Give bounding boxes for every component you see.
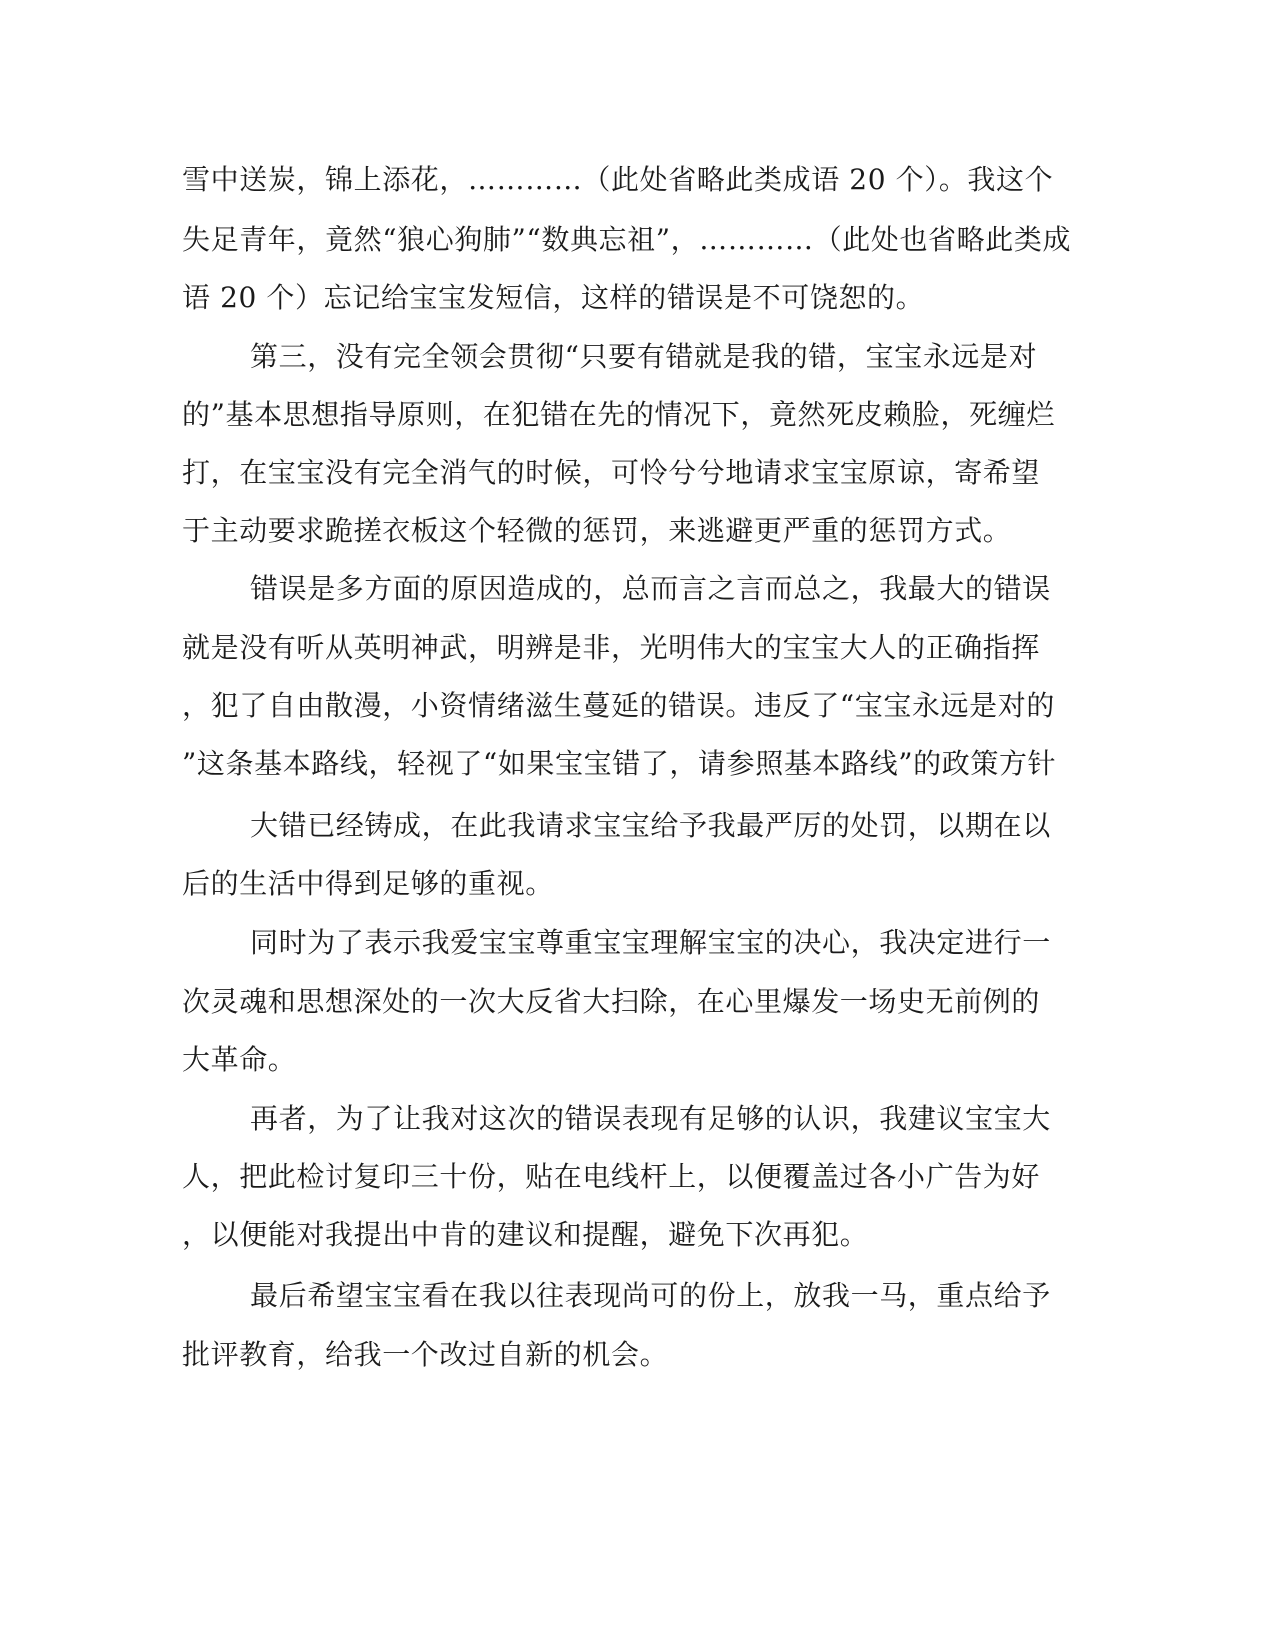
text-line: 就是没有听从英明神武，明辨是非，光明伟大的宝宝大人的正确指挥 xyxy=(182,631,1041,664)
paragraph-first-line: 大错已经铸成，在此我请求宝宝给予我最严厉的处罚，以期在以 xyxy=(250,809,1051,842)
text-line: 失足青年，竟然“狼心狗肺”“数典忘祖”，…………（此处也省略此类成 xyxy=(182,223,1072,256)
text-line: 语 20 个）忘记给宝宝发短信，这样的错误是不可饶恕的。 xyxy=(182,281,925,314)
text-line: 次灵魂和思想深处的一次大反省大扫除，在心里爆发一场史无前例的 xyxy=(182,985,1041,1018)
text-line: 批评教育，给我一个改过自新的机会。 xyxy=(182,1338,669,1371)
text-line: 大革命。 xyxy=(182,1043,297,1076)
text-line: 打，在宝宝没有完全消气的时候，可怜兮兮地请求宝宝原谅，寄希望 xyxy=(182,456,1041,489)
paragraph-first-line: 第三，没有完全领会贯彻“只要有错就是我的错，宝宝永远是对 xyxy=(250,340,1038,373)
paragraph-first-line: 同时为了表示我爱宝宝尊重宝宝理解宝宝的决心，我决定进行一 xyxy=(250,926,1051,959)
text-line: ，犯了自由散漫，小资情绪滋生蔓延的错误。违反了“宝宝永远是对的 xyxy=(182,689,1055,722)
paragraph-first-line: 错误是多方面的原因造成的，总而言之言而总之，我最大的错误 xyxy=(250,572,1051,605)
text-line: 雪中送炭，锦上添花，…………（此处省略此类成语 20 个）。我这个 xyxy=(182,163,1054,196)
text-line: ，以便能对我提出中肯的建议和提醒，避免下次再犯。 xyxy=(182,1218,869,1251)
text-line: 后的生活中得到足够的重视。 xyxy=(182,867,554,900)
text-line: 于主动要求跪搓衣板这个轻微的惩罚，来逃避更严重的惩罚方式。 xyxy=(182,514,1012,547)
text-line: 人，把此检讨复印三十份，贴在电线杆上，以便覆盖过各小广告为好 xyxy=(182,1160,1041,1193)
paragraph-first-line: 再者，为了让我对这次的错误表现有足够的认识，我建议宝宝大 xyxy=(250,1102,1051,1135)
text-line: 的”基本思想指导原则，在犯错在先的情况下，竟然死皮赖脸，死缠烂 xyxy=(182,398,1055,431)
paragraph-first-line: 最后希望宝宝看在我以往表现尚可的份上，放我一马，重点给予 xyxy=(250,1279,1051,1312)
text-line: ”这条基本路线，轻视了“如果宝宝错了，请参照基本路线”的政策方针 xyxy=(182,747,1057,780)
